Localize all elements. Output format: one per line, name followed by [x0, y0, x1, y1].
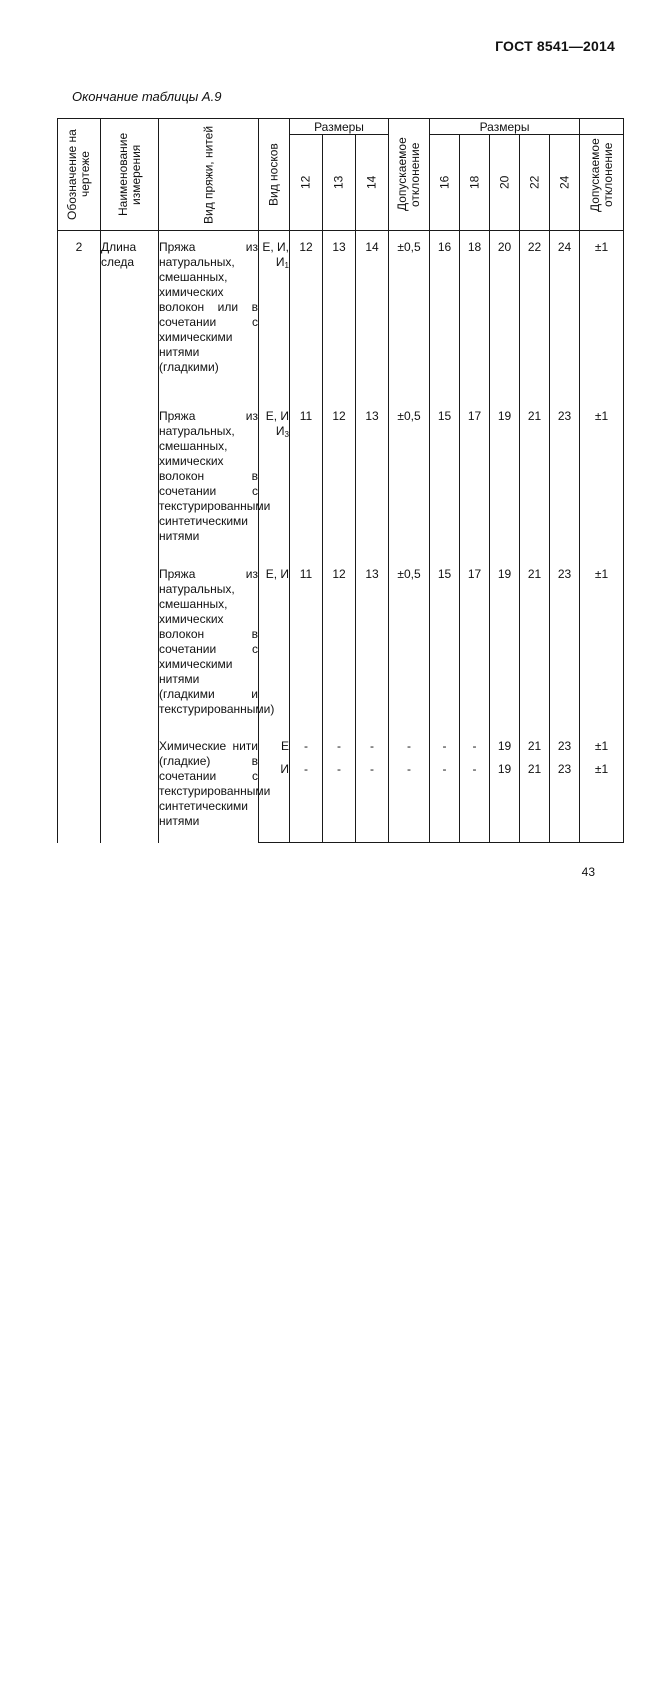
header-sock-type: Вид носков [259, 119, 290, 231]
value-cell: 17 [460, 401, 490, 559]
measurement-cell: Длина следа [101, 231, 159, 843]
yarn-cell: Пряжа из натуральных, смешанных, химических волокон в сочетании с текстурированными синтетическими нитями [159, 401, 259, 559]
header-size-13: 13 [323, 135, 356, 231]
value-cell: - [430, 732, 460, 762]
standard-code: ГОСТ 8541—2014 [495, 38, 615, 54]
sock-cell: Е, И [259, 559, 290, 732]
value-cell: 21 [520, 559, 550, 732]
value-cell: 11 [290, 559, 323, 732]
value-cell: 18 [460, 231, 490, 402]
value-cell: - [356, 762, 389, 843]
header-size-16: 16 [430, 135, 460, 231]
value-cell: 21 [520, 762, 550, 843]
header-sizes-group-b: Размеры [430, 119, 580, 135]
header-size-24: 24 [550, 135, 580, 231]
designation-cell: 2 [58, 231, 101, 843]
yarn-cell: Пряжа из натуральных, смешанных, химических волокон в сочетании с химическими нитями (гладкими и текстурированными) [159, 559, 259, 732]
header-size-14: 14 [356, 135, 389, 231]
value-cell: 16 [430, 231, 460, 402]
value-cell: 13 [323, 231, 356, 402]
value-cell: 21 [520, 401, 550, 559]
header-measurement: Наименование измерения [101, 119, 159, 231]
value-cell: 14 [356, 231, 389, 402]
value-cell: 12 [290, 231, 323, 402]
value-cell: 24 [550, 231, 580, 402]
value-cell: - [356, 732, 389, 762]
value-cell: 23 [550, 401, 580, 559]
value-cell: 12 [323, 401, 356, 559]
sock-cell: Е [259, 732, 290, 762]
tolerance-cell: ±0,5 [389, 559, 430, 732]
value-cell: 12 [323, 559, 356, 732]
tolerance-cell: ±0,5 [389, 231, 430, 402]
value-cell: - [460, 732, 490, 762]
header-sizes-group-a: Размеры [290, 119, 389, 135]
value-cell: 23 [550, 559, 580, 732]
value-cell: 21 [520, 732, 550, 762]
dimensions-table [57, 118, 624, 843]
tolerance-cell: ±1 [580, 401, 624, 559]
tolerance-cell: ±1 [580, 732, 624, 762]
tolerance-cell: ±0,5 [389, 401, 430, 559]
table-row [58, 231, 624, 402]
tolerance-cell: ±1 [580, 231, 624, 402]
value-cell: 19 [490, 762, 520, 843]
value-cell: 17 [460, 559, 490, 732]
value-cell: - [430, 762, 460, 843]
table-caption: Окончание таблицы А.9 [72, 89, 222, 104]
value-cell: 15 [430, 559, 460, 732]
header-designation: Обозначение на чертеже [58, 119, 101, 231]
header-size-12: 12 [290, 135, 323, 231]
sock-cell: И [259, 762, 290, 843]
sock-cell: Е, И, $И_1$ [259, 231, 290, 402]
yarn-cell: Пряжа из натуральных, смешанных, химических волокон или в сочетании с химическими нитями (гладкими) [159, 231, 259, 402]
tolerance-cell: - [389, 732, 430, 762]
value-cell: 23 [550, 732, 580, 762]
header-tolerance-b: Допускаемое отклонение [580, 135, 624, 231]
value-cell: 11 [290, 401, 323, 559]
value-cell: - [290, 732, 323, 762]
sock-cell: Е, И $И_3$ [259, 401, 290, 559]
value-cell: 19 [490, 401, 520, 559]
header-tolerance-a: Допускаемое отклонение [389, 119, 430, 231]
value-cell: 19 [490, 732, 520, 762]
value-cell: 15 [430, 401, 460, 559]
value-cell: - [323, 732, 356, 762]
tolerance-cell: ±1 [580, 559, 624, 732]
value-cell: 22 [520, 231, 550, 402]
value-cell: - [460, 762, 490, 843]
header-size-18: 18 [460, 135, 490, 231]
value-cell: 19 [490, 559, 520, 732]
value-cell: 13 [356, 401, 389, 559]
header-yarn-type: Вид пряжи, нитей [159, 119, 259, 231]
value-cell: - [290, 762, 323, 843]
header-size-20: 20 [490, 135, 520, 231]
tolerance-cell: ±1 [580, 762, 624, 843]
value-cell: 20 [490, 231, 520, 402]
header-size-22: 22 [520, 135, 550, 231]
value-cell: 13 [356, 559, 389, 732]
tolerance-cell: - [389, 762, 430, 843]
yarn-cell: Химические нити (гладкие) в сочетании с текстурированными синтетическими нитями [159, 732, 259, 843]
value-cell: - [323, 762, 356, 843]
page-number: 43 [581, 865, 595, 879]
value-cell: 23 [550, 762, 580, 843]
